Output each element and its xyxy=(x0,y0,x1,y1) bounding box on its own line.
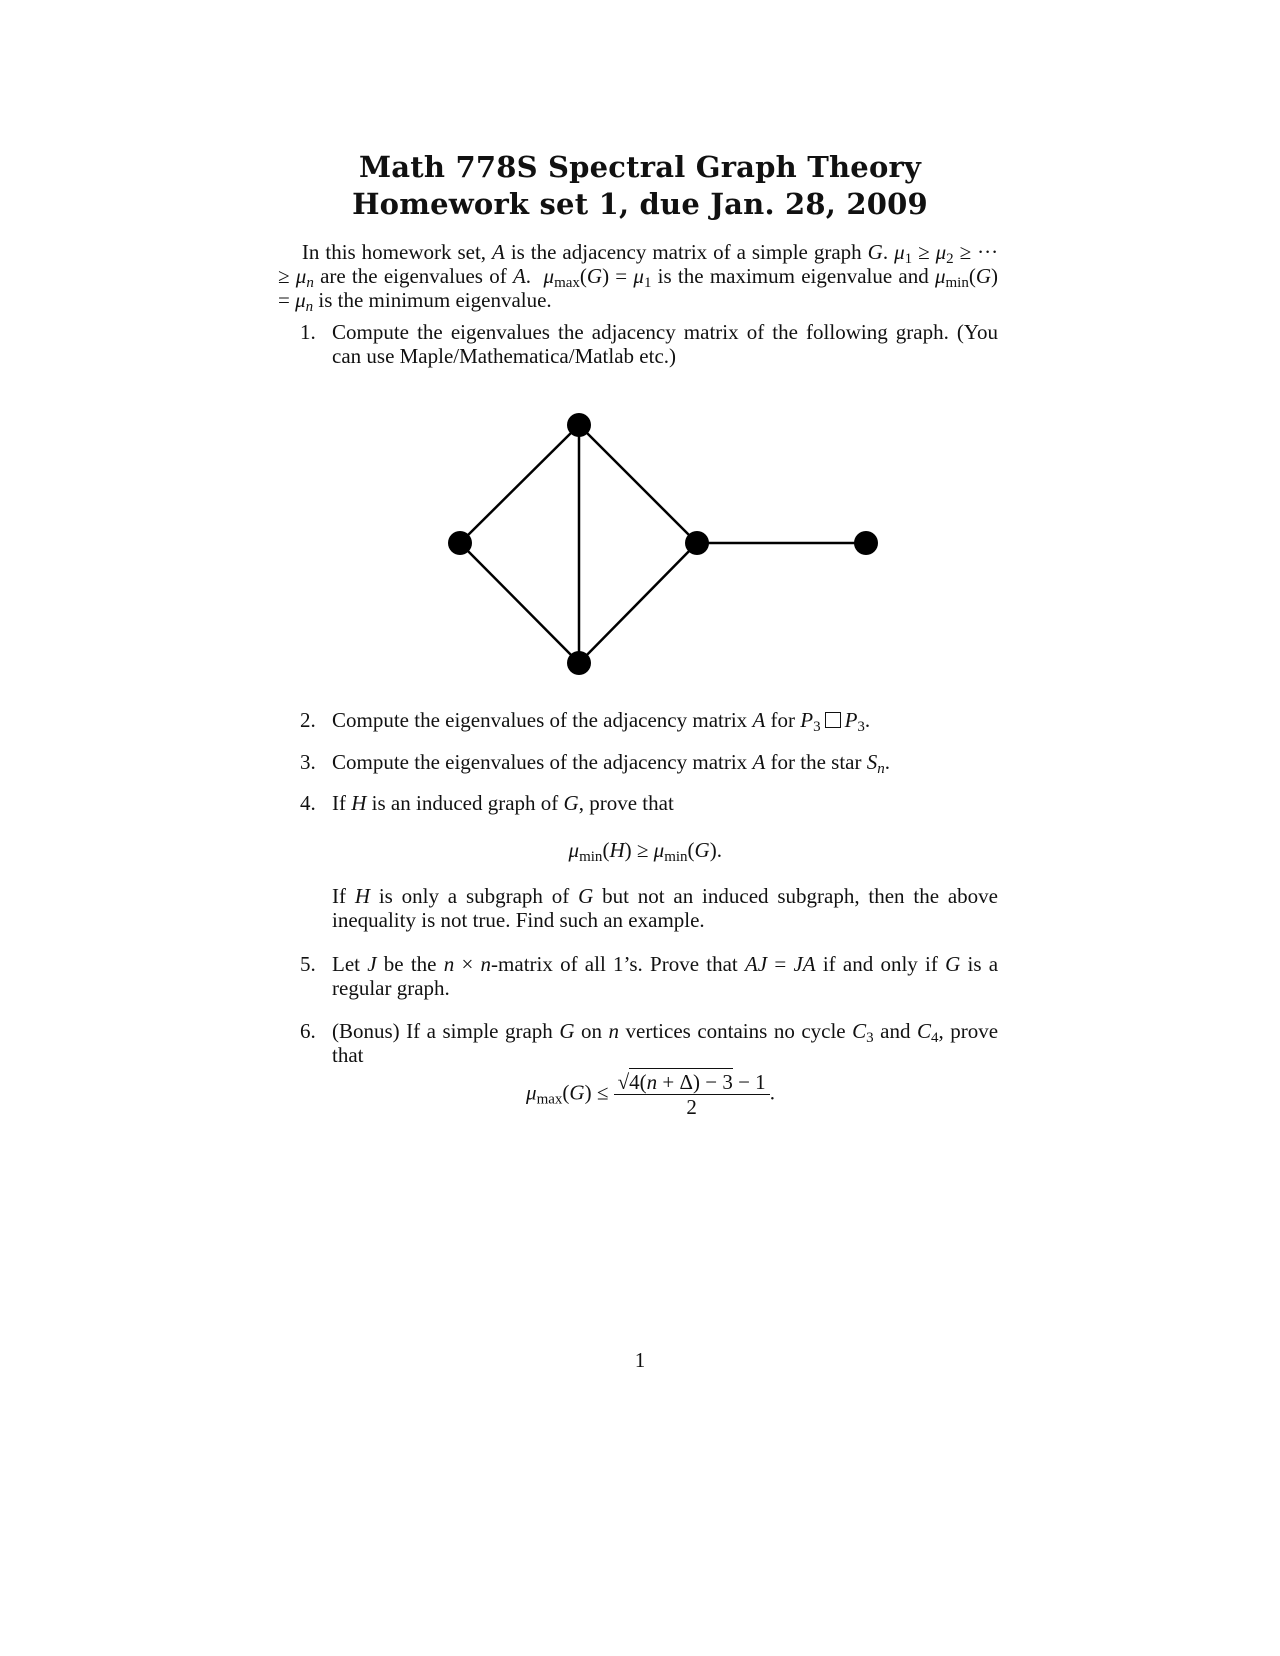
problem-text: If H is only a subgraph of G but not an induced subgraph, then the above inequality is not true. Find such an example. xyxy=(332,884,998,932)
bound-fraction: $\frac{√4(n + \Delta) - 3 - 1}{2}$ xyxy=(614,1070,770,1119)
problem-2 xyxy=(300,708,998,735)
problem-text: Compute the eigenvalues of the adjacency matrix A for the star $S_n$. xyxy=(332,750,890,777)
inequality-display: $\mu_{min}(H) \ge \mu_{min}(G)$. xyxy=(568,838,722,865)
document-title: Math 778S Spectral Graph Theory xyxy=(358,150,922,184)
problem-3 xyxy=(300,750,998,777)
problem-text: If H is an induced graph of G, prove that xyxy=(332,791,674,815)
problem-number: 2. xyxy=(300,708,316,732)
problem-5 xyxy=(300,952,998,1000)
problem-text: Compute the eigenvalues the adjacency matrix of the following graph. (You can use Maple/Mathematica/Matlab etc.) xyxy=(332,320,998,368)
problem-text: Let J be the n × n-matrix of all 1’s. Prove that AJ = JA if and only if G is a regular graph. xyxy=(332,952,999,1000)
document-subtitle: Homework set 1, due Jan. 28, 2009 xyxy=(352,187,928,221)
problem-4 xyxy=(300,791,998,815)
problem-number: 4. xyxy=(300,791,316,815)
page-number: 1 xyxy=(634,1348,646,1372)
edge-left-bottom xyxy=(460,543,579,663)
problem-4-continued xyxy=(300,884,998,932)
vertex-left xyxy=(448,531,472,555)
problem-number: 6. xyxy=(300,1019,316,1043)
problem-6 xyxy=(300,1019,998,1067)
vertex-pendant xyxy=(854,531,878,555)
problem-number: 1. xyxy=(300,320,316,344)
problem-text: Compute the eigenvalues of the adjacency matrix A for $P_3$ $P_3$. xyxy=(332,708,871,735)
vertex-right xyxy=(685,531,709,555)
edge-top-right xyxy=(579,425,697,543)
vertex-top xyxy=(567,413,591,437)
edge-bottom-right xyxy=(579,543,697,663)
problem-number: 3. xyxy=(300,750,316,774)
vertex-bottom xyxy=(567,651,591,675)
problem-text: (Bonus) If a simple graph G on n vertices contains no cycle $C_3$ and $C_4$, prove that xyxy=(332,1019,999,1067)
problem-number: 5. xyxy=(300,952,316,976)
bound-display: $\mu_{max}(G)$ ≤ $\frac{√4(n + \Delta) - 3 - 1}{2}$ . xyxy=(526,1070,775,1119)
edge-top-left xyxy=(460,425,579,543)
intro-paragraph: In this homework set, A is the adjacency matrix of a simple graph G. $\mu_1 \ge \mu_2$ ≥ ··· ≥ $\mu_n$ are the eigenvalues of A. $\mu_{max}(G) = \mu_1$ is the maximum eigenvalue and $\mu_{min}(G) = \mu_n$ is the minimum eigenvalue. xyxy=(278,240,999,315)
